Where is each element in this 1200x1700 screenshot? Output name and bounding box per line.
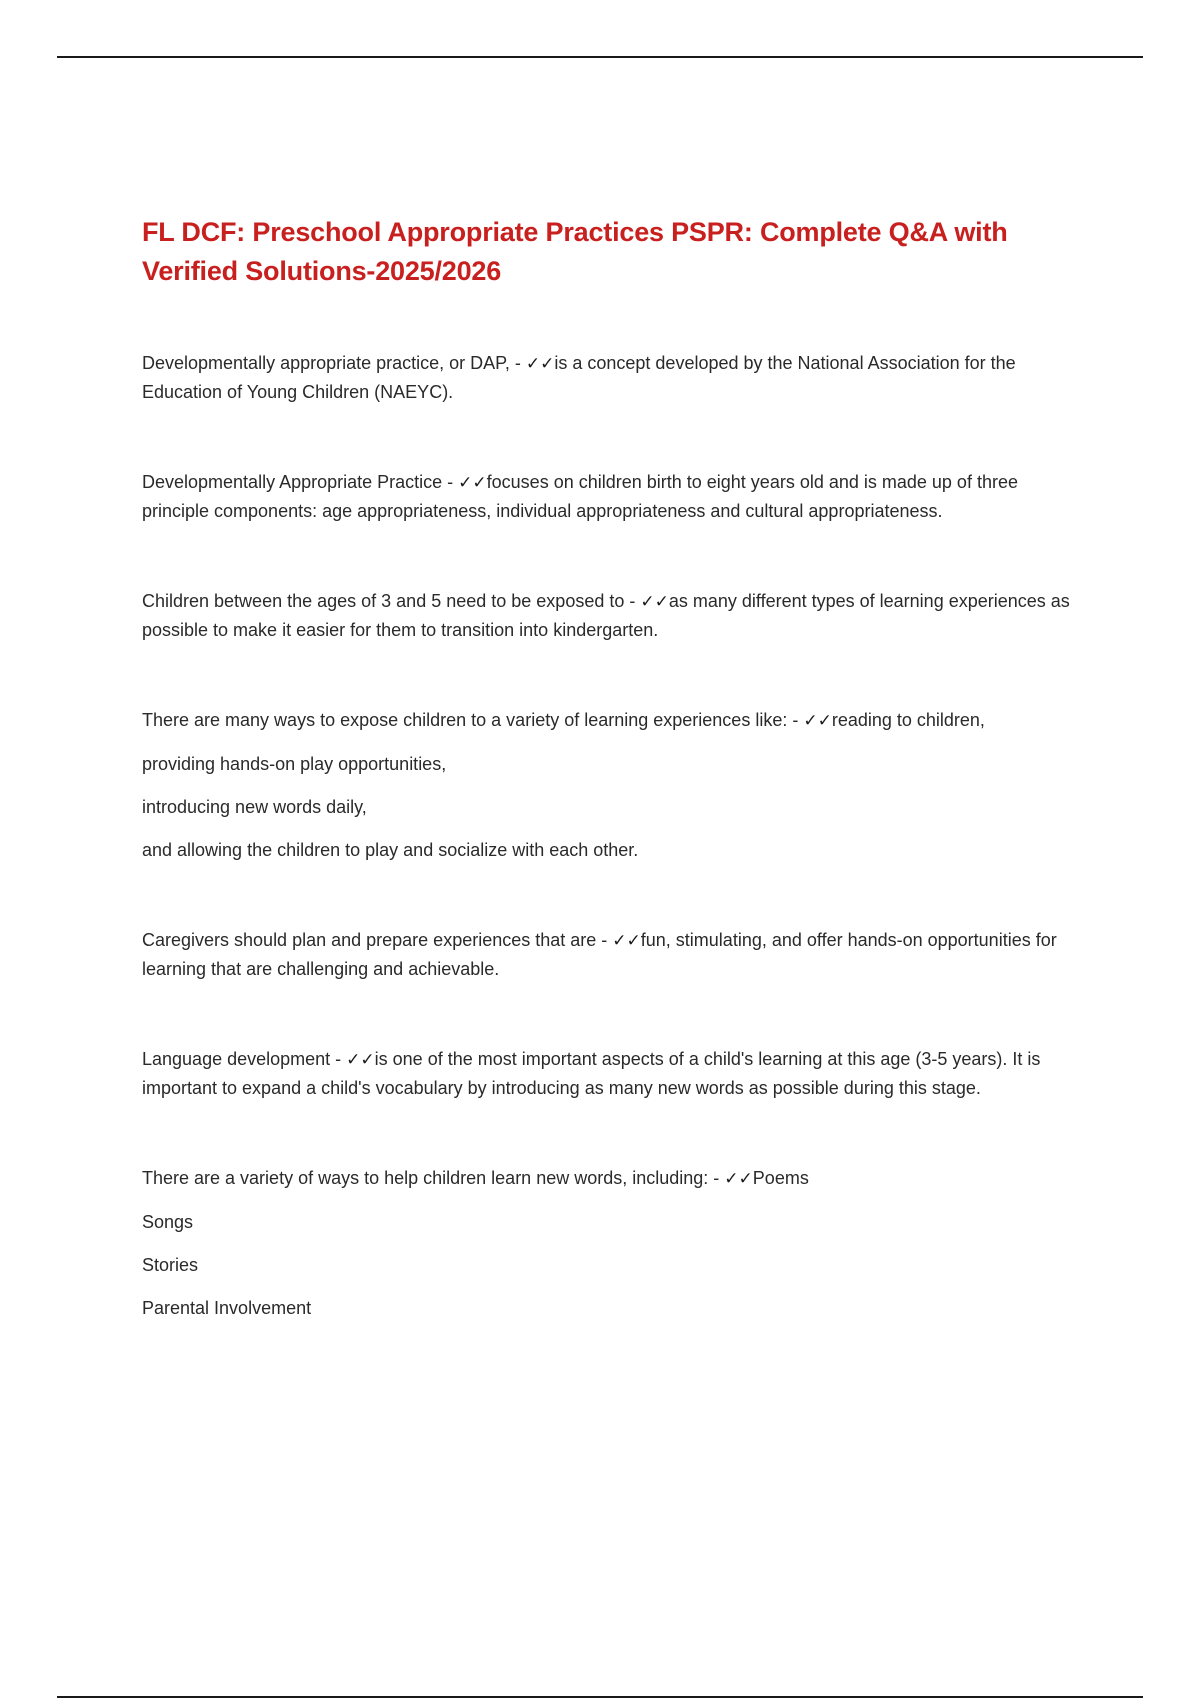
qa-answer-line: Parental Involvement bbox=[142, 1298, 312, 1318]
qa-answer-line: Songs bbox=[142, 1212, 194, 1232]
document-body bbox=[142, 213, 1072, 1384]
qa-line: Language development - ✓✓is one of the most important aspects of a child's learning at this age (3-5 years). It is important to expand a child's vocabulary by introducing as many new words as possible during this stage. bbox=[142, 1049, 1041, 1098]
qa-entry-caregivers bbox=[142, 926, 1072, 983]
qa-entry-ages-3-5 bbox=[142, 587, 1072, 644]
qa-term: There are many ways to expose children to a variety of learning experiences like: bbox=[142, 710, 788, 730]
qa-answer: is one of the most important aspects of a child's learning at this age (3-5 years). It is important to expand a child's vocabulary by introducing as many new words as possible during this stage. bbox=[142, 1049, 1041, 1098]
qa-answer-line: introducing new words daily, bbox=[142, 797, 367, 817]
double-check-icon: ✓✓ bbox=[640, 592, 669, 612]
qa-line: There are many ways to expose children to a variety of learning experiences like: - ✓✓reading to children, bbox=[142, 710, 985, 731]
qa-line: Caregivers should plan and prepare experiences that are - ✓✓fun, stimulating, and offer hands-on opportunities for learning that are challenging and achievable. bbox=[142, 930, 1057, 979]
qa-term: Caregivers should plan and prepare experiences that are bbox=[142, 930, 597, 950]
qa-answer: is a concept developed by the National Association for the Education of Young Children (NAEYC). bbox=[142, 353, 1016, 402]
bottom-rule bbox=[57, 1696, 1143, 1698]
qa-answer: reading to children, bbox=[831, 710, 985, 730]
double-check-icon: ✓✓ bbox=[458, 473, 487, 493]
document-title: FL DCF: Preschool Appropriate Practices PSPR: Complete Q&A with Verified Solutions-2025/2026 bbox=[142, 217, 1008, 286]
qa-term: Language development bbox=[142, 1049, 331, 1069]
qa-answer-line: Stories bbox=[142, 1255, 199, 1275]
qa-answer-line: and allowing the children to play and socialize with each other. bbox=[142, 840, 639, 860]
double-check-icon: ✓✓ bbox=[803, 711, 832, 731]
qa-term: There are a variety of ways to help children learn new words, including: bbox=[142, 1168, 709, 1188]
qa-line: Children between the ages of 3 and 5 need to be exposed to - ✓✓as many different types of learning experiences as possible to make it easier for them to transition into kindergarten. bbox=[142, 591, 1070, 640]
double-check-icon: ✓✓ bbox=[525, 354, 555, 374]
qa-list bbox=[142, 349, 1072, 1322]
qa-term: Developmentally Appropriate Practice bbox=[142, 472, 443, 492]
qa-entry-new-words bbox=[142, 1164, 1072, 1322]
qa-line: There are a variety of ways to help children learn new words, including: - ✓✓Poems bbox=[142, 1168, 809, 1189]
top-rule bbox=[57, 56, 1143, 58]
qa-line: Developmentally Appropriate Practice - ✓✓focuses on children birth to eight years old and is made up of three principle components: age appropriateness, individual appropriateness and cultural appropriateness. bbox=[142, 472, 1018, 521]
qa-answer: fun, stimulating, and offer hands-on opportunities for learning that are challenging and achievable. bbox=[142, 930, 1057, 979]
qa-entry-language-development bbox=[142, 1045, 1072, 1102]
qa-answer: as many different types of learning experiences as possible to make it easier for them to transition into kindergarten. bbox=[142, 591, 1070, 640]
qa-answer: Poems bbox=[752, 1168, 809, 1188]
qa-answer: focuses on children birth to eight years old and is made up of three principle components: age appropriateness, individual appropriateness and cultural appropriateness. bbox=[142, 472, 1018, 521]
qa-answer-line: providing hands-on play opportunities, bbox=[142, 754, 447, 774]
qa-term: Developmentally appropriate practice, or DAP, bbox=[142, 353, 510, 373]
qa-line: Developmentally appropriate practice, or DAP, - ✓✓is a concept developed by the National Association for the Education of Young Children (NAEYC). bbox=[142, 353, 1016, 402]
double-check-icon: ✓✓ bbox=[724, 1169, 753, 1189]
qa-entry-dap-components bbox=[142, 468, 1072, 525]
qa-term: Children between the ages of 3 and 5 need to be exposed to bbox=[142, 591, 625, 611]
qa-entry-dap bbox=[142, 349, 1072, 406]
qa-entry-learning-experiences bbox=[142, 706, 1072, 864]
double-check-icon: ✓✓ bbox=[612, 931, 641, 951]
double-check-icon: ✓✓ bbox=[346, 1050, 375, 1070]
